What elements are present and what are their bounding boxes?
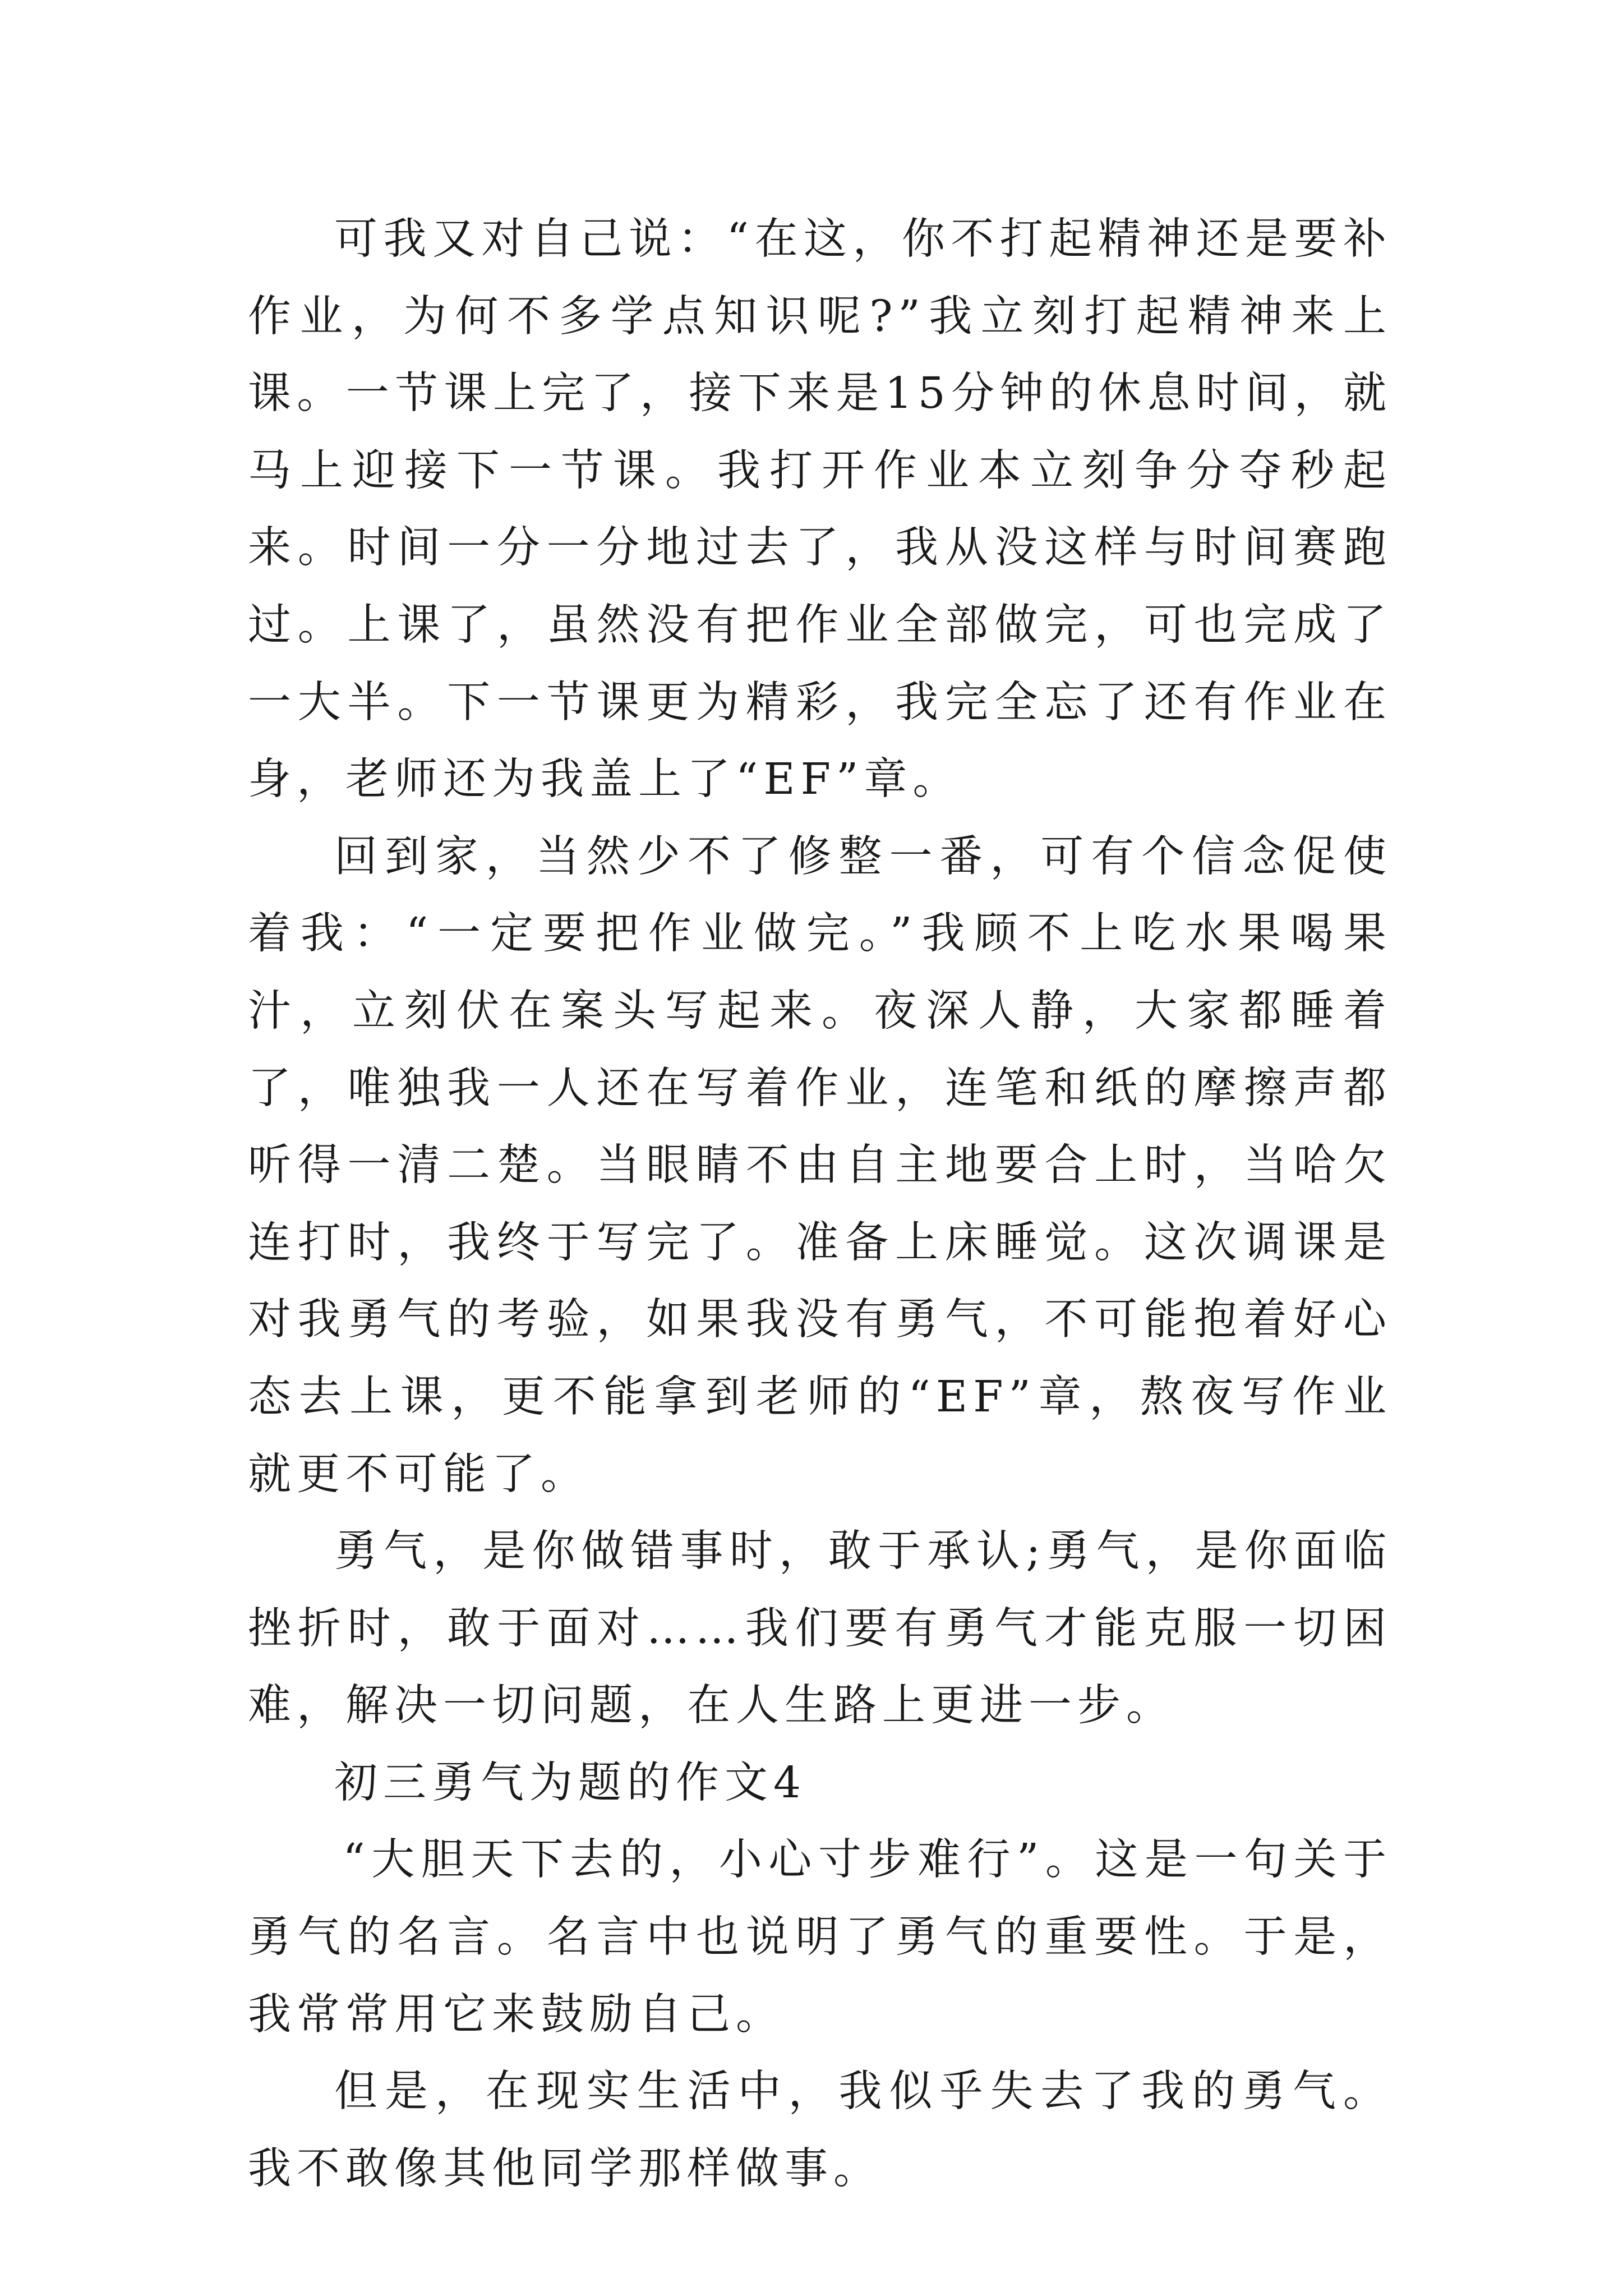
paragraph-4: “大胆天下去的，小心寸步难行”。这是一句关于勇气的名言。名言中也说明了勇气的重要性。于是，我常常用它来鼓励自己。 <box>248 1835 1392 2040</box>
paragraph-3: 勇气，是你做错事时，敢于承认;勇气，是你面临挫折时，敢于面对……我们要有勇气才能克服一切困难，解决一切问题，在人生路上更进一步。 <box>248 1526 1392 1731</box>
essay-heading: 初三勇气为题的作文4 <box>334 1757 806 1808</box>
paragraph-1: 可我又对自己说：“在这，你不打起精神还是要补作业，为何不多学点知识呢?”我立刻打起精神来上课。一节课上完了，接下来是15分钟的休息时间，就马上迎接下一节课。我打开作业本立刻争分夺秒起来。时间一分一分地过去了，我从没这样与时间赛跑过。上课了，虽然没有把作业全部做完，可也完成了一大半。下一节课更为精彩，我完全忘了还有作业在身，老师还为我盖上了“EF”章。 <box>248 214 1392 805</box>
document-body <box>248 201 1392 2207</box>
paragraph-5: 但是，在现实生活中，我似乎失去了我的勇气。我不敢像其他同学那样做事。 <box>248 2067 1392 2194</box>
paragraph-2: 回到家，当然少不了修整一番，可有个信念促使着我：“一定要把作业做完。”我顾不上吃水果喝果汁，立刻伏在案头写起来。夜深人静，大家都睡着了，唯独我一人还在写着作业，连笔和纸的摩擦声都听得一清二楚。当眼睛不由自主地要合上时，当哈欠连打时，我终于写完了。准备上床睡觉。这次调课是对我勇气的考验，如果我没有勇气，不可能抱着好心态去上课，更不能拿到老师的“EF”章，熬夜写作业就更不可能了。 <box>248 831 1392 1499</box>
